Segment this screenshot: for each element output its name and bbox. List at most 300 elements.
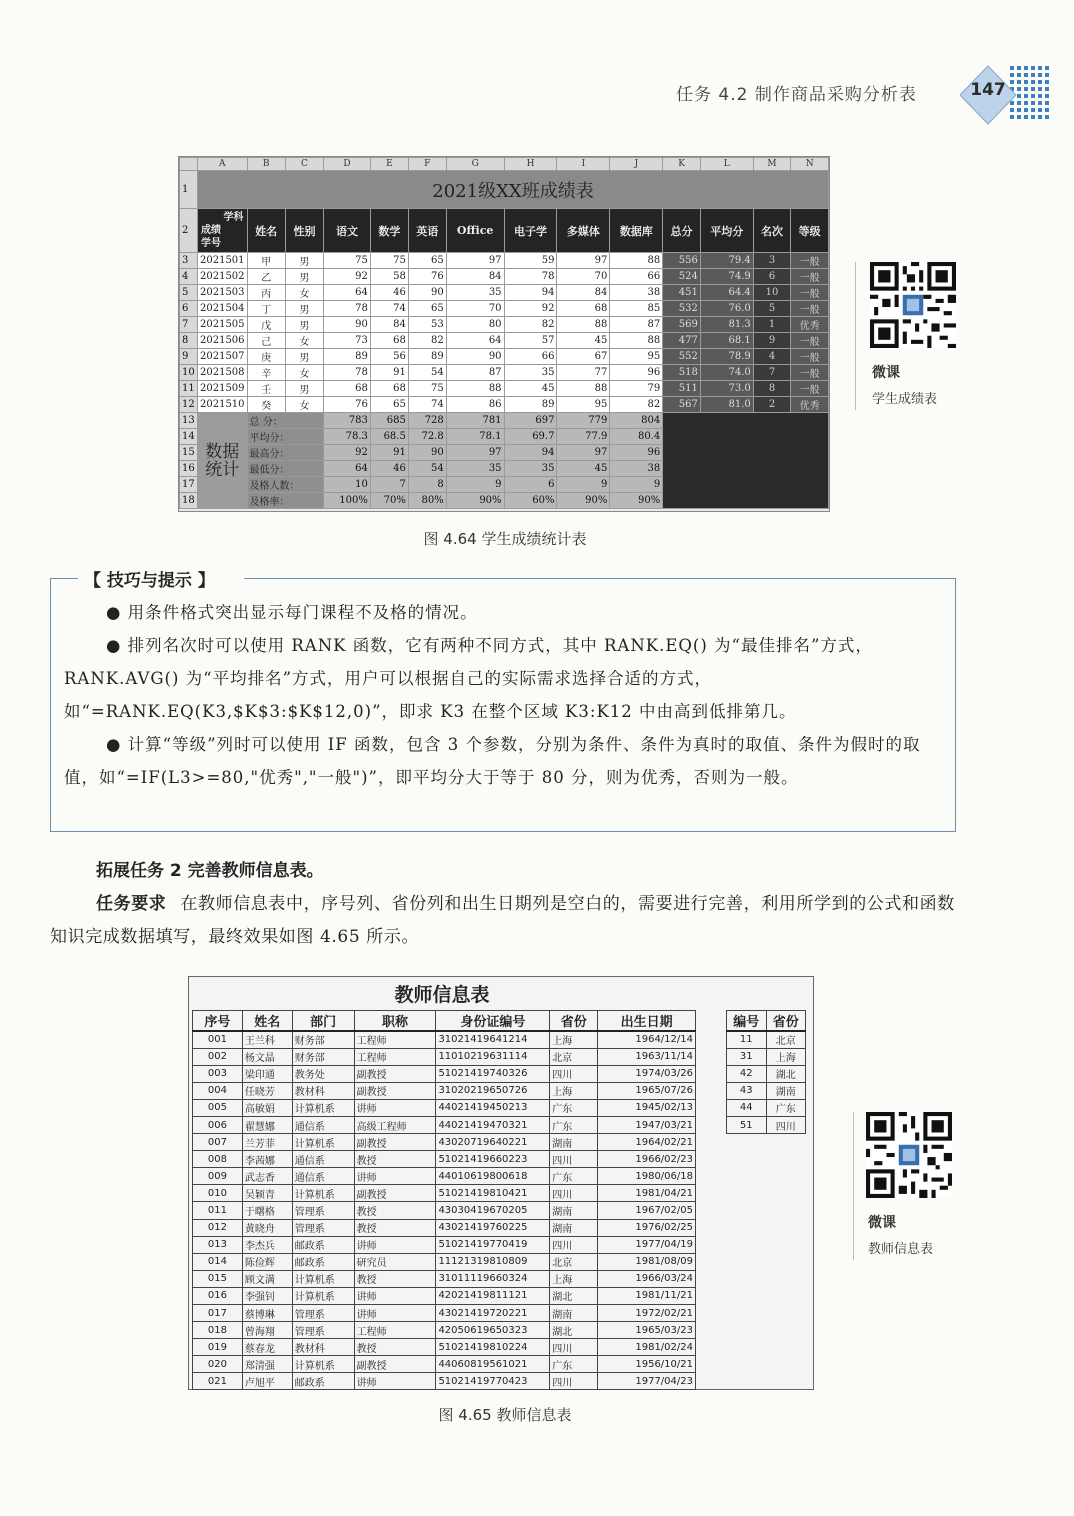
table-cell: 四川	[550, 1236, 598, 1253]
table-cell: 1964/12/14	[598, 1031, 696, 1048]
table-cell: 88	[557, 317, 610, 333]
table-cell: 59	[504, 253, 557, 269]
table-cell: 88	[610, 333, 663, 349]
table-row	[193, 1373, 696, 1390]
table-cell: 38	[610, 285, 663, 301]
col-header: 平均分	[700, 209, 753, 253]
table-cell: 010	[193, 1185, 243, 1202]
table-cell: 戊	[247, 317, 285, 333]
table-cell: 北京	[550, 1253, 598, 1270]
table-cell: 86	[446, 397, 504, 413]
table-cell: 广东	[766, 1099, 806, 1116]
stat-value: 783	[324, 413, 371, 429]
table-cell: 管理系	[292, 1305, 354, 1322]
table-cell: 顾文满	[242, 1270, 292, 1287]
table-cell: 管理系	[292, 1202, 354, 1219]
table-cell: 68	[370, 381, 408, 397]
table-cell: 一般	[791, 333, 829, 349]
table-cell: 梁印通	[242, 1065, 292, 1082]
table-cell: 018	[193, 1322, 243, 1339]
table-cell: 92	[324, 269, 371, 285]
table-cell: 66	[610, 269, 663, 285]
col-header: 总分	[663, 209, 701, 253]
table-cell: 51021419770423	[436, 1373, 550, 1390]
table-cell: 湖北	[550, 1322, 598, 1339]
col-letter: L	[700, 158, 753, 171]
table-cell: 013	[193, 1236, 243, 1253]
table-row	[727, 1082, 806, 1099]
table-cell: 2021501	[198, 253, 248, 269]
table-row	[180, 269, 829, 285]
row-number: 18	[180, 493, 198, 509]
stat-value: 70%	[370, 493, 408, 509]
table-cell: 90	[324, 317, 371, 333]
stat-value: 64	[324, 461, 371, 477]
table-cell: 8	[753, 381, 791, 397]
table-cell: 湖北	[550, 1287, 598, 1304]
col-header: 名次	[753, 209, 791, 253]
table-cell: 2021510	[198, 397, 248, 413]
col-header: 出生日期	[598, 1011, 696, 1032]
col-header: 职称	[354, 1011, 436, 1032]
table-cell: 51021419660223	[436, 1151, 550, 1168]
stat-label: 最高分：	[247, 445, 324, 461]
table-cell: 湖南	[766, 1082, 806, 1099]
table-cell: 一般	[791, 301, 829, 317]
table-cell: 通信系	[292, 1116, 354, 1133]
col-letter: A	[198, 158, 248, 171]
table-cell: 工程师	[354, 1322, 436, 1339]
stat-value: 46	[370, 461, 408, 477]
table-cell: 上海	[766, 1048, 806, 1065]
table-cell: 1977/04/23	[598, 1373, 696, 1390]
table-cell: 68	[370, 333, 408, 349]
qr-code-icon	[866, 1112, 952, 1198]
table-cell: 讲师	[354, 1373, 436, 1390]
table-cell: 1956/10/21	[598, 1356, 696, 1373]
stat-label: 平均分：	[247, 429, 324, 445]
stat-label: 总 分：	[247, 413, 324, 429]
table-cell: 高敏娟	[242, 1099, 292, 1116]
requirement-text: 在教师信息表中，序号列、省份列和出生日期列是空白的，需要进行完善，利用所学到的公式和函数知识完成数据填写，最终效果如图 4.65 所示。	[50, 894, 955, 947]
table-cell: 通信系	[292, 1151, 354, 1168]
table-cell: 上海	[550, 1031, 598, 1048]
table-cell: 1981/04/21	[598, 1185, 696, 1202]
table-cell: 1981/08/09	[598, 1253, 696, 1270]
table-cell: 79.4	[700, 253, 753, 269]
table-cell: 管理系	[292, 1219, 354, 1236]
table-cell: 002	[193, 1048, 243, 1065]
table-cell: 65	[408, 253, 446, 269]
table-cell: 11010219631114	[436, 1048, 550, 1065]
table-cell: 88	[446, 381, 504, 397]
table-cell: 男	[285, 301, 323, 317]
table-cell: 42021419811121	[436, 1287, 550, 1304]
table-cell: 李杰兵	[242, 1236, 292, 1253]
table-cell: 研究员	[354, 1253, 436, 1270]
table-cell: 卢旭平	[242, 1373, 292, 1390]
table-row	[193, 1134, 696, 1151]
table-cell: 51	[727, 1116, 767, 1133]
table-cell: 97	[557, 253, 610, 269]
stat-value: 90%	[446, 493, 504, 509]
table-cell: 11121319810809	[436, 1253, 550, 1270]
col-header: 省份	[766, 1011, 806, 1032]
table-cell: 82	[408, 333, 446, 349]
table-cell: 蔡春龙	[242, 1339, 292, 1356]
table-row	[193, 1151, 696, 1168]
stat-value: 92	[324, 445, 371, 461]
col-header: 多媒体	[557, 209, 610, 253]
qr-code-icon	[870, 262, 956, 348]
table-cell: 一般	[791, 365, 829, 381]
table-row	[193, 1253, 696, 1270]
table-cell: 46	[370, 285, 408, 301]
stat-value: 9	[557, 477, 610, 493]
table-cell: 477	[663, 333, 701, 349]
table-row	[727, 1048, 806, 1065]
table-cell: 教授	[354, 1219, 436, 1236]
table-cell: 44	[727, 1099, 767, 1116]
table-cell: 男	[285, 349, 323, 365]
table-cell: 4	[753, 349, 791, 365]
table-cell: 569	[663, 317, 701, 333]
table-row	[727, 1031, 806, 1048]
table-cell: 65	[408, 301, 446, 317]
tips-body	[64, 596, 944, 794]
table-cell: 518	[663, 365, 701, 381]
table-cell: 李强钊	[242, 1287, 292, 1304]
table-cell: 辛	[247, 365, 285, 381]
table-cell: 45	[504, 381, 557, 397]
col-header: 姓名	[247, 209, 285, 253]
stat-value: 77.9	[557, 429, 610, 445]
table-cell: 上海	[550, 1082, 598, 1099]
table-cell: 91	[370, 365, 408, 381]
col-header: 身份证编号	[436, 1011, 550, 1032]
table-cell: 2021502	[198, 269, 248, 285]
table-cell: 教材科	[292, 1339, 354, 1356]
figure-caption: 图 4.64 学生成绩统计表	[423, 530, 587, 548]
table-cell: 68.1	[700, 333, 753, 349]
table-row	[727, 1065, 806, 1082]
table-cell: 004	[193, 1082, 243, 1099]
table-cell: 009	[193, 1168, 243, 1185]
table-cell: 财务部	[292, 1048, 354, 1065]
stat-value: 685	[370, 413, 408, 429]
table-row	[180, 317, 829, 333]
table-cell: 51021419740326	[436, 1065, 550, 1082]
table-cell: 湖南	[550, 1305, 598, 1322]
stat-value: 38	[610, 461, 663, 477]
table-cell: 42050619650323	[436, 1322, 550, 1339]
table-cell: 湖南	[550, 1134, 598, 1151]
table-cell: 癸	[247, 397, 285, 413]
col-letter: C	[285, 158, 323, 171]
table-cell: 教材科	[292, 1082, 354, 1099]
table-cell: 女	[285, 397, 323, 413]
col-header: 电子学	[504, 209, 557, 253]
table-cell: 003	[193, 1065, 243, 1082]
col-header: 序号	[193, 1011, 243, 1032]
table-cell: 2	[753, 397, 791, 413]
figure-student-scores	[178, 156, 830, 512]
table-cell: 男	[285, 253, 323, 269]
table-row	[193, 1099, 696, 1116]
table-cell: 005	[193, 1099, 243, 1116]
table-cell: 81.3	[700, 317, 753, 333]
stat-value: 728	[408, 413, 446, 429]
stat-value: 80%	[408, 493, 446, 509]
table-cell: 43021419720221	[436, 1305, 550, 1322]
table-cell: 56	[370, 349, 408, 365]
table-cell: 016	[193, 1287, 243, 1304]
row-number: 9	[180, 349, 198, 365]
table-cell: 2021508	[198, 365, 248, 381]
table-cell: 2021503	[198, 285, 248, 301]
col-header: Office	[446, 209, 504, 253]
table-cell: 11	[727, 1031, 767, 1048]
table-cell: 556	[663, 253, 701, 269]
table-cell: 75	[370, 253, 408, 269]
table-cell: 42	[727, 1065, 767, 1082]
col-header: 语文	[324, 209, 371, 253]
table-cell: 76.0	[700, 301, 753, 317]
table-cell: 翟慧娜	[242, 1116, 292, 1133]
table-cell: 1980/06/18	[598, 1168, 696, 1185]
figure-caption: 图 4.65 教师信息表	[438, 1406, 572, 1424]
stat-value: 96	[610, 445, 663, 461]
running-header: 任务 4.2 制作商品采购分析表	[676, 85, 917, 105]
table-cell: 优秀	[791, 397, 829, 413]
table-row	[193, 1322, 696, 1339]
table-row	[193, 1168, 696, 1185]
table-cell: 武志香	[242, 1168, 292, 1185]
table-cell: 计算机系	[292, 1185, 354, 1202]
table-row	[193, 1031, 696, 1048]
table-cell: 9	[753, 333, 791, 349]
table-cell: 计算机系	[292, 1270, 354, 1287]
table-cell: 88	[557, 381, 610, 397]
page-number: 147	[970, 80, 1006, 100]
table-row	[193, 1202, 696, 1219]
table-cell: 1967/02/05	[598, 1202, 696, 1219]
table-cell: 男	[285, 269, 323, 285]
table-cell: 57	[504, 333, 557, 349]
table-cell: 5	[753, 301, 791, 317]
table-cell: 教务处	[292, 1065, 354, 1082]
table-cell: 2021505	[198, 317, 248, 333]
table-row	[180, 301, 829, 317]
table-cell: 1972/02/21	[598, 1305, 696, 1322]
stat-value: 6	[504, 477, 557, 493]
table-cell: 计算机系	[292, 1356, 354, 1373]
table-cell: 78	[324, 365, 371, 381]
table-cell: 湖南	[550, 1219, 598, 1236]
row-number: 15	[180, 445, 198, 461]
table-cell: 计算机系	[292, 1099, 354, 1116]
table-row	[180, 397, 829, 413]
table-cell: 2021507	[198, 349, 248, 365]
table-cell: 邮政系	[292, 1253, 354, 1270]
table-cell: 008	[193, 1151, 243, 1168]
table-cell: 54	[408, 365, 446, 381]
qr-title: 微课	[872, 365, 900, 381]
table-cell: 94	[504, 285, 557, 301]
stat-label: 最低分：	[247, 461, 324, 477]
table-cell: 1965/03/23	[598, 1322, 696, 1339]
stat-value: 72.8	[408, 429, 446, 445]
stat-value: 697	[504, 413, 557, 429]
table-row	[193, 1048, 696, 1065]
table-cell: 7	[753, 365, 791, 381]
table-cell: 丁	[247, 301, 285, 317]
row-number: 7	[180, 317, 198, 333]
col-letter: F	[408, 158, 446, 171]
table-cell: 管理系	[292, 1322, 354, 1339]
table-cell: 95	[557, 397, 610, 413]
table-cell: 43020719640221	[436, 1134, 550, 1151]
table-row	[193, 1339, 696, 1356]
stat-row	[180, 413, 829, 429]
divider	[853, 1112, 854, 1260]
table-cell: 70	[446, 301, 504, 317]
table-cell: 81.0	[700, 397, 753, 413]
table-cell: 82	[504, 317, 557, 333]
table-cell: 王兰科	[242, 1031, 292, 1048]
table-cell: 70	[557, 269, 610, 285]
table-cell: 73	[324, 333, 371, 349]
table-cell: 10	[753, 285, 791, 301]
col-letter: G	[446, 158, 504, 171]
table-cell: 讲师	[354, 1287, 436, 1304]
table-cell: 019	[193, 1339, 243, 1356]
table-row	[193, 1356, 696, 1373]
col-letter: H	[504, 158, 557, 171]
stat-label: 及格率：	[247, 493, 324, 509]
table-cell: 31020219650726	[436, 1082, 550, 1099]
table-cell: 讲师	[354, 1236, 436, 1253]
table-cell: 95	[610, 349, 663, 365]
table-cell: 北京	[766, 1031, 806, 1048]
task-requirement	[50, 888, 956, 954]
tip-paragraph: ● 用条件格式突出显示每门课程不及格的情况。	[106, 603, 478, 622]
row-number: 11	[180, 381, 198, 397]
table-cell: 88	[610, 253, 663, 269]
table-cell: 1974/03/26	[598, 1065, 696, 1082]
table-cell: 任晓芳	[242, 1082, 292, 1099]
table-cell: 讲师	[354, 1099, 436, 1116]
stat-value: 8	[408, 477, 446, 493]
table-cell: 曾海翔	[242, 1322, 292, 1339]
table-cell: 31	[727, 1048, 767, 1065]
col-letter: J	[610, 158, 663, 171]
table-cell: 邮政系	[292, 1373, 354, 1390]
table-cell: 64	[324, 285, 371, 301]
table-row	[180, 285, 829, 301]
table-row	[193, 1287, 696, 1304]
stat-value: 69.7	[504, 429, 557, 445]
table-cell: 68	[324, 381, 371, 397]
table-cell: 四川	[550, 1185, 598, 1202]
stat-value: 45	[557, 461, 610, 477]
table-cell: 女	[285, 285, 323, 301]
table-cell: 广东	[550, 1356, 598, 1373]
table-cell: 74	[408, 397, 446, 413]
tip-paragraph: ● 计算“等级”列时可以使用 IF 函数，包含 3 个参数，分别为条件、条件为真时的取值、条件为假时的取值，如“=IF(L3>=80,"优秀","一般")”，即平均分大于等于 80 分，则为优秀，否则为一般。	[64, 735, 921, 787]
row-number: 5	[180, 285, 198, 301]
table-cell: 教授	[354, 1151, 436, 1168]
col-letter: N	[791, 158, 829, 171]
table-cell: 1947/03/21	[598, 1116, 696, 1133]
stat-value: 100%	[324, 493, 371, 509]
table-cell: 84	[370, 317, 408, 333]
table-cell: 1964/02/21	[598, 1134, 696, 1151]
table-cell: 85	[610, 301, 663, 317]
stat-value: 91	[370, 445, 408, 461]
row-number: 12	[180, 397, 198, 413]
table-cell: 杨文晶	[242, 1048, 292, 1065]
table-cell: 1963/11/14	[598, 1048, 696, 1065]
table-cell: 男	[285, 317, 323, 333]
table-cell: 1981/02/24	[598, 1339, 696, 1356]
table-cell: 014	[193, 1253, 243, 1270]
stat-value: 35	[504, 461, 557, 477]
stat-group-label: 数据统计	[198, 413, 248, 509]
table-cell: 2021509	[198, 381, 248, 397]
table-cell: 男	[285, 381, 323, 397]
table-cell: 552	[663, 349, 701, 365]
stat-value: 10	[324, 477, 371, 493]
tips-title: 【 技巧与提示 】	[84, 571, 215, 591]
table-cell: 567	[663, 397, 701, 413]
table-cell: 1976/02/25	[598, 1219, 696, 1236]
table-row	[727, 1116, 806, 1133]
qr-subtitle: 学生成绩表	[872, 392, 938, 407]
table-cell: 89	[408, 349, 446, 365]
stat-value: 68.5	[370, 429, 408, 445]
teacher-table	[192, 1010, 696, 1390]
table-cell: 一般	[791, 285, 829, 301]
stat-value: 97	[446, 445, 504, 461]
table-cell: 44060819561021	[436, 1356, 550, 1373]
table-cell: 58	[370, 269, 408, 285]
table-cell: 财务部	[292, 1031, 354, 1048]
table-cell: 兰芳菲	[242, 1134, 292, 1151]
empty-region	[663, 413, 829, 509]
stat-value: 60%	[504, 493, 557, 509]
table-cell: 计算机系	[292, 1287, 354, 1304]
stat-value: 779	[557, 413, 610, 429]
table-cell: 76	[408, 269, 446, 285]
table-cell: 75	[408, 381, 446, 397]
table-cell: 副教授	[354, 1185, 436, 1202]
table-cell: 80	[446, 317, 504, 333]
table-cell: 64.4	[700, 285, 753, 301]
table-cell: 工程师	[354, 1048, 436, 1065]
table-cell: 89	[504, 397, 557, 413]
table-cell: 2021506	[198, 333, 248, 349]
col-letter: E	[370, 158, 408, 171]
table-cell: 教授	[354, 1339, 436, 1356]
table-cell: 017	[193, 1305, 243, 1322]
table-cell: 教授	[354, 1202, 436, 1219]
table-cell: 006	[193, 1116, 243, 1133]
col-header: 等级	[791, 209, 829, 253]
row-number: 10	[180, 365, 198, 381]
table-cell: 副教授	[354, 1082, 436, 1099]
col-header: 部门	[292, 1011, 354, 1032]
